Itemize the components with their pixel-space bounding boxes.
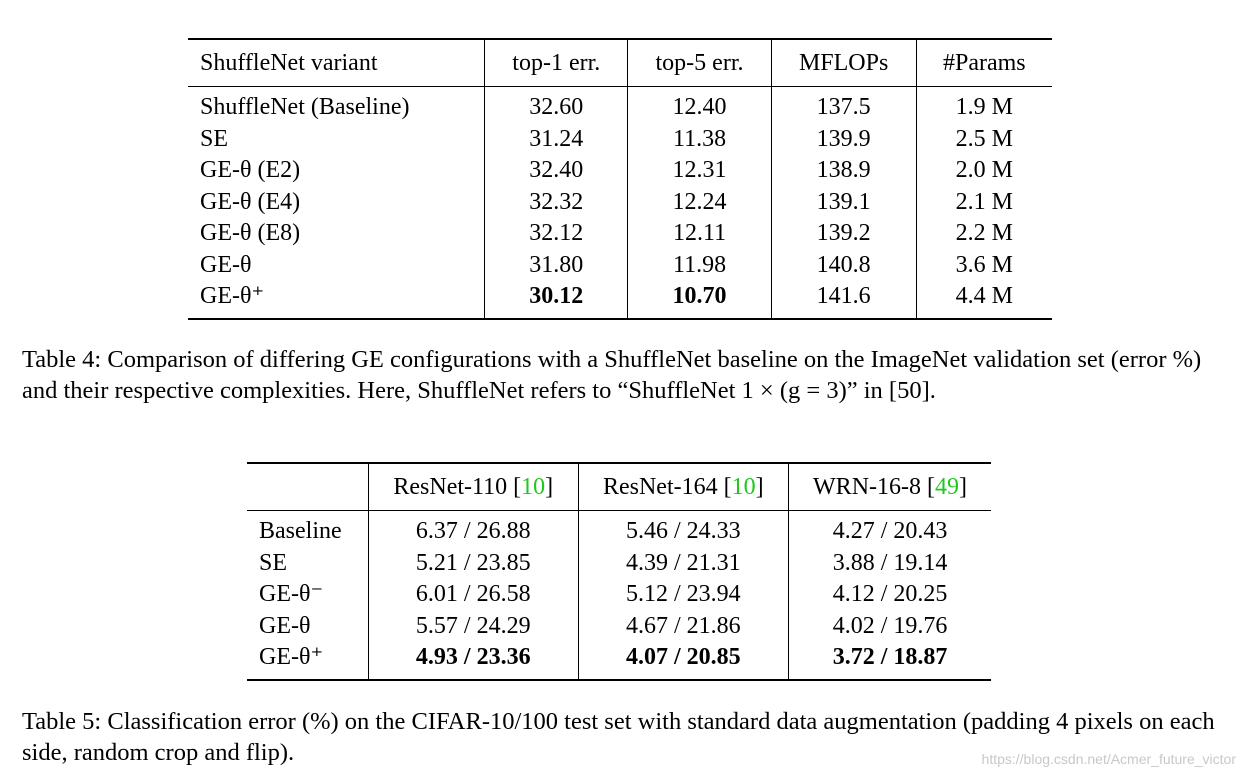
header-shufflenet-variant: ShuffleNet variant xyxy=(188,39,485,87)
model-name: WRN-16-8 xyxy=(813,474,922,500)
method-cell: Baseline xyxy=(259,518,342,544)
header-method xyxy=(247,463,369,511)
table-row xyxy=(247,611,991,643)
resnet110-cell: 6.01 / 26.58 xyxy=(369,579,579,611)
params-cell: 2.0 M xyxy=(916,155,1052,187)
table-4 xyxy=(188,38,1052,320)
top1-cell: 32.32 xyxy=(485,187,628,219)
params-cell: 1.9 M xyxy=(916,87,1052,124)
method-cell: GE-θ⁻ xyxy=(259,581,324,607)
resnet164-cell: 5.46 / 24.33 xyxy=(578,511,789,548)
model-name: ResNet-164 xyxy=(602,474,718,500)
citation-link[interactable]: 10 xyxy=(521,474,546,500)
params-cell: 4.4 M xyxy=(916,281,1052,319)
table-row xyxy=(247,548,991,580)
table-header-row xyxy=(247,463,991,511)
table-row xyxy=(247,642,991,680)
header-wrn-16-8: WRN-16-8 [49] xyxy=(789,463,991,511)
header-top5-err: top-5 err. xyxy=(628,39,771,87)
header-mflops: MFLOPs xyxy=(771,39,916,87)
top1-cell: 31.24 xyxy=(485,124,628,156)
params-cell: 2.2 M xyxy=(916,218,1052,250)
resnet164-cell: 5.12 / 23.94 xyxy=(578,579,789,611)
top5-cell: 12.40 xyxy=(628,87,771,124)
variant-cell: GE-θ (E8) xyxy=(200,220,301,246)
params-cell: 3.6 M xyxy=(916,250,1052,282)
variant-cell: GE-θ xyxy=(200,251,252,278)
mflops-cell: 139.9 xyxy=(771,124,916,156)
variant-cell: GE-θ (E4) xyxy=(200,188,301,215)
table-5 xyxy=(247,462,991,681)
mflops-cell: 141.6 xyxy=(771,281,916,319)
table-row xyxy=(188,281,1052,319)
model-name: ResNet-110 xyxy=(393,474,508,500)
table-row xyxy=(188,250,1052,282)
header-resnet-164: ResNet-164 [10] xyxy=(578,463,789,511)
table-row xyxy=(188,155,1052,187)
table-row xyxy=(247,511,991,548)
header-params: #Params xyxy=(916,39,1052,87)
top1-cell: 31.80 xyxy=(485,250,628,282)
top1-cell: 32.12 xyxy=(485,218,628,250)
variant-cell: SE xyxy=(200,125,229,152)
citation-link[interactable]: 10 xyxy=(731,474,756,500)
resnet110-cell: 6.37 / 26.88 xyxy=(369,511,579,548)
resnet110-cell-best: 4.93 / 23.36 xyxy=(369,642,579,680)
resnet110-cell: 5.57 / 24.29 xyxy=(369,611,579,643)
resnet164-cell: 4.39 / 21.31 xyxy=(578,548,789,580)
top1-cell-best: 30.12 xyxy=(485,281,628,319)
wrn-cell: 4.27 / 20.43 xyxy=(789,511,991,548)
wrn-cell: 3.88 / 19.14 xyxy=(789,548,991,580)
mflops-cell: 139.1 xyxy=(771,187,916,219)
top5-cell: 12.24 xyxy=(628,187,771,219)
params-cell: 2.5 M xyxy=(916,124,1052,156)
variant-cell: ShuffleNet (Baseline) xyxy=(200,94,410,120)
table-row xyxy=(188,218,1052,250)
table-row xyxy=(188,187,1052,219)
method-cell: GE-θ⁺ xyxy=(259,644,324,670)
variant-cell: GE-θ⁺ xyxy=(200,283,265,309)
wrn-cell: 4.12 / 20.25 xyxy=(789,579,991,611)
wrn-cell-best: 3.72 / 18.87 xyxy=(789,642,991,680)
table-row xyxy=(188,124,1052,156)
top1-cell: 32.60 xyxy=(485,87,628,124)
wrn-cell: 4.02 / 19.76 xyxy=(789,611,991,643)
table-4-caption: Table 4: Comparison of differing GE configurations with a ShuffleNet baseline on the ImageNet validation set (error %) and their respective complexities. Here, ShuffleNet refers to “ShuffleNet 1 × (g = 3)” in [50]. xyxy=(22,346,1202,404)
variant-cell: GE-θ (E2) xyxy=(200,157,301,183)
resnet110-cell: 5.21 / 23.85 xyxy=(369,548,579,580)
mflops-cell: 139.2 xyxy=(771,218,916,250)
method-cell: GE-θ xyxy=(259,612,311,639)
method-cell: SE xyxy=(259,549,288,576)
mflops-cell: 137.5 xyxy=(771,87,916,124)
table-row xyxy=(188,87,1052,124)
top5-cell: 12.31 xyxy=(628,155,771,187)
watermark: https://blog.csdn.net/Acmer_future_victor xyxy=(981,751,1236,767)
top5-cell: 11.98 xyxy=(628,250,771,282)
resnet164-cell: 4.67 / 21.86 xyxy=(578,611,789,643)
mflops-cell: 138.9 xyxy=(771,155,916,187)
table-header-row xyxy=(188,39,1052,87)
citation-link[interactable]: 49 xyxy=(935,474,960,500)
table-5-caption: Table 5: Classification error (%) on the CIFAR-10/100 test set with standard data augmentation (padding 4 pixels on each side, random crop and flip). xyxy=(22,708,1215,766)
params-cell: 2.1 M xyxy=(916,187,1052,219)
header-top1-err: top-1 err. xyxy=(485,39,628,87)
header-resnet-110: ResNet-110 [10] xyxy=(369,463,579,511)
table-row xyxy=(247,579,991,611)
top5-cell: 12.11 xyxy=(628,218,771,250)
top1-cell: 32.40 xyxy=(485,155,628,187)
top5-cell-best: 10.70 xyxy=(628,281,771,319)
mflops-cell: 140.8 xyxy=(771,250,916,282)
resnet164-cell-best: 4.07 / 20.85 xyxy=(578,642,789,680)
top5-cell: 11.38 xyxy=(628,124,771,156)
